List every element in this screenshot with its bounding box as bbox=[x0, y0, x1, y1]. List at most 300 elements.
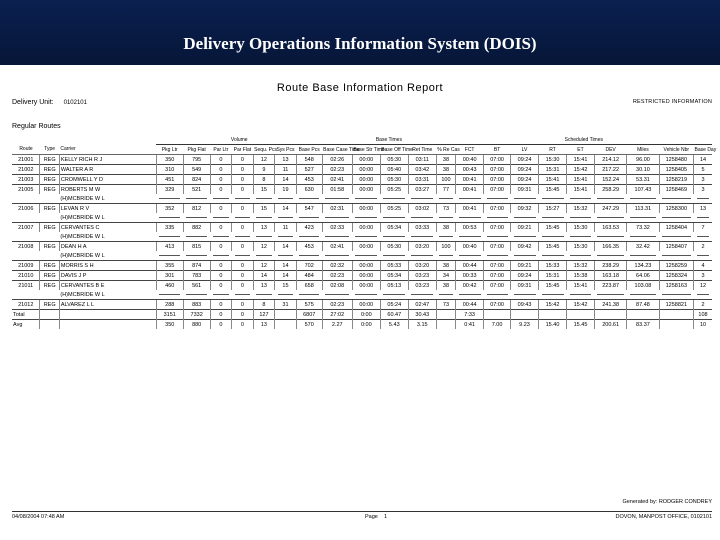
table-cell: 329 bbox=[156, 185, 183, 195]
footer-page-number: 1 bbox=[383, 514, 388, 520]
table-cell bbox=[253, 194, 275, 204]
table-cell: REG bbox=[40, 185, 59, 195]
table-cell: 13 bbox=[694, 204, 712, 214]
table-cell: 09:21 bbox=[511, 261, 539, 271]
table-cell: 07:00 bbox=[484, 261, 511, 271]
table-cell: 108 bbox=[694, 310, 712, 320]
table-cell bbox=[183, 251, 210, 261]
table-cell: 7 bbox=[694, 223, 712, 233]
table-cell: 484 bbox=[296, 271, 322, 281]
table-cell: 9 bbox=[253, 165, 275, 175]
column-header: Base Str Time bbox=[353, 146, 385, 153]
table-cell: 00:00 bbox=[352, 204, 380, 214]
table-cell: 00:00 bbox=[352, 165, 380, 175]
table-cell: 15.40 bbox=[539, 320, 567, 330]
column-header: Pkg Flat bbox=[183, 145, 210, 155]
table-cell: 6807 bbox=[296, 310, 322, 320]
table-cell bbox=[296, 251, 322, 261]
table-cell bbox=[594, 310, 626, 320]
table-cell: 05:25 bbox=[380, 204, 408, 214]
column-header: Sys Pcs bbox=[276, 146, 295, 153]
table-cell: 00:44 bbox=[456, 300, 484, 310]
table-cell bbox=[436, 213, 455, 223]
table-cell bbox=[232, 232, 254, 242]
table-cell: 02:32 bbox=[322, 261, 352, 271]
table-cell: 07:00 bbox=[484, 223, 511, 233]
table-cell bbox=[511, 251, 539, 261]
table-cell: REG bbox=[40, 300, 59, 310]
table-cell bbox=[567, 251, 595, 261]
table-cell: 107.43 bbox=[627, 185, 659, 195]
column-header: Pkg Ltr bbox=[156, 145, 183, 155]
table-cell: 05:30 bbox=[380, 155, 408, 165]
table-cell: 0 bbox=[232, 155, 254, 165]
table-cell: 07:00 bbox=[484, 271, 511, 281]
table-cell bbox=[253, 251, 275, 261]
table-cell bbox=[380, 232, 408, 242]
table-cell: 53.31 bbox=[627, 175, 659, 185]
table-cell: 05:30 bbox=[380, 242, 408, 252]
table-cell bbox=[484, 290, 511, 300]
table-cell: 87.48 bbox=[627, 300, 659, 310]
table-cell bbox=[539, 232, 567, 242]
table-cell: 00:42 bbox=[456, 281, 484, 291]
table-cell: 14 bbox=[275, 242, 297, 252]
table-cell: 4 bbox=[694, 261, 712, 271]
table-cell bbox=[156, 251, 183, 261]
table-cell: 02:41 bbox=[322, 242, 352, 252]
table-cell: 21012 bbox=[12, 300, 40, 310]
table-cell bbox=[380, 290, 408, 300]
table-cell bbox=[627, 194, 659, 204]
sub-carrier-name: (H)MCBRIDE W L bbox=[60, 233, 105, 240]
table-cell bbox=[40, 251, 59, 261]
footer-page-label: Page bbox=[365, 514, 378, 520]
table-cell bbox=[694, 232, 712, 242]
table-cell: 795 bbox=[183, 155, 210, 165]
table-cell: 7332 bbox=[183, 310, 210, 320]
table-cell bbox=[408, 194, 436, 204]
table-cell: 09:24 bbox=[511, 175, 539, 185]
table-cell: 15:31 bbox=[539, 165, 567, 175]
table-cell bbox=[322, 194, 352, 204]
table-cell: 15:33 bbox=[539, 261, 567, 271]
column-header: Vehicle Nbr bbox=[659, 145, 693, 155]
table-cell: 3 bbox=[694, 175, 712, 185]
table-cell bbox=[12, 251, 40, 261]
table-cell: 0:00 bbox=[352, 320, 380, 330]
table-cell bbox=[232, 213, 254, 223]
table-cell: 77 bbox=[436, 185, 455, 195]
table-cell: 00:41 bbox=[456, 175, 484, 185]
table-cell: 258.29 bbox=[594, 185, 626, 195]
table-cell: 3 bbox=[694, 185, 712, 195]
table-cell: 15:27 bbox=[539, 204, 567, 214]
table-cell: 2 bbox=[694, 300, 712, 310]
column-header: Miles bbox=[627, 145, 659, 155]
table-cell: REG bbox=[40, 175, 59, 185]
group-base-times: Base Times bbox=[322, 135, 455, 145]
table-cell: 1258163 bbox=[659, 281, 693, 291]
table-cell: 03:11 bbox=[408, 155, 436, 165]
table-cell: 30.43 bbox=[408, 310, 436, 320]
table-cell: 00:00 bbox=[352, 223, 380, 233]
table-cell: 00:33 bbox=[456, 271, 484, 281]
table-cell: 453 bbox=[296, 175, 322, 185]
table-cell: 03:20 bbox=[408, 261, 436, 271]
table-cell bbox=[511, 194, 539, 204]
table-cell: 19 bbox=[275, 185, 297, 195]
table-cell bbox=[627, 251, 659, 261]
table-cell: 1258219 bbox=[659, 175, 693, 185]
table-cell bbox=[539, 290, 567, 300]
table-cell: 38 bbox=[436, 223, 455, 233]
table-cell bbox=[539, 251, 567, 261]
column-header: Par Flat bbox=[232, 145, 254, 155]
sub-carrier-row bbox=[12, 194, 712, 204]
column-header: LV bbox=[511, 145, 539, 155]
column-header: Base Case Time bbox=[323, 146, 360, 153]
table-cell: 575 bbox=[296, 300, 322, 310]
table-cell bbox=[436, 320, 455, 330]
table-cell: 630 bbox=[296, 185, 322, 195]
table-row bbox=[12, 155, 712, 165]
table-cell: REG bbox=[40, 261, 59, 271]
table-cell bbox=[156, 232, 183, 242]
footer-office: DOVON, MANPOST OFFICE, 0102101 bbox=[615, 514, 712, 520]
table-cell: 0 bbox=[210, 155, 232, 165]
table-cell: 38 bbox=[436, 155, 455, 165]
table-cell: 21007 bbox=[12, 223, 40, 233]
table-cell: 100 bbox=[436, 175, 455, 185]
table-cell bbox=[352, 290, 380, 300]
table-cell: ROBERTS M W bbox=[59, 185, 156, 195]
table-row bbox=[12, 242, 712, 252]
table-cell: 2.27 bbox=[322, 320, 352, 330]
table-cell: MORRIS S H bbox=[59, 261, 156, 271]
table-cell bbox=[436, 310, 455, 320]
generated-by: Generated by: RODGER CONDREY bbox=[622, 499, 712, 505]
table-cell: 00:41 bbox=[456, 204, 484, 214]
summary-row-avg bbox=[12, 320, 712, 330]
table-cell: 03:23 bbox=[408, 271, 436, 281]
table-cell: Avg bbox=[12, 320, 40, 330]
table-cell: 310 bbox=[156, 165, 183, 175]
table-row bbox=[12, 261, 712, 271]
table-cell: 14 bbox=[275, 271, 297, 281]
table-cell: 03:20 bbox=[408, 242, 436, 252]
table-cell: 0 bbox=[232, 185, 254, 195]
table-cell: 0 bbox=[232, 223, 254, 233]
sub-carrier-row bbox=[12, 290, 712, 300]
table-cell: 38 bbox=[436, 281, 455, 291]
table-cell: 0 bbox=[210, 204, 232, 214]
table-cell: 11 bbox=[275, 165, 297, 175]
table-cell: 05:25 bbox=[380, 185, 408, 195]
table-cell: 00:00 bbox=[352, 175, 380, 185]
table-cell: 02:23 bbox=[322, 165, 352, 175]
table-cell bbox=[275, 213, 297, 223]
table-cell: 05:34 bbox=[380, 271, 408, 281]
table-cell: 0 bbox=[232, 165, 254, 175]
table-cell: 15:32 bbox=[567, 261, 595, 271]
table-cell: 00:00 bbox=[352, 261, 380, 271]
table-cell: 874 bbox=[183, 261, 210, 271]
table-cell: 13 bbox=[253, 223, 275, 233]
table-cell: 3151 bbox=[156, 310, 183, 320]
table-cell bbox=[40, 320, 59, 330]
route-table bbox=[12, 135, 717, 329]
table-cell: 07:00 bbox=[484, 204, 511, 214]
table-cell: 1258407 bbox=[659, 242, 693, 252]
table-cell: 10 bbox=[694, 320, 712, 330]
table-cell bbox=[322, 232, 352, 242]
column-header: Base Off Time bbox=[381, 146, 413, 153]
table-cell: 15:41 bbox=[539, 175, 567, 185]
table-cell: 31 bbox=[275, 300, 297, 310]
sub-carrier-row bbox=[12, 251, 712, 261]
table-cell bbox=[408, 213, 436, 223]
table-cell: 0 bbox=[232, 281, 254, 291]
table-cell bbox=[436, 290, 455, 300]
table-body bbox=[12, 155, 712, 330]
table-cell: 2 bbox=[694, 242, 712, 252]
table-cell: 21003 bbox=[12, 175, 40, 185]
table-cell: 0 bbox=[210, 320, 232, 330]
table-cell: 21002 bbox=[12, 165, 40, 175]
table-cell: 0 bbox=[210, 310, 232, 320]
section-label: Regular Routes bbox=[12, 123, 61, 130]
table-cell: 02:08 bbox=[322, 281, 352, 291]
sub-carrier-name: (H)MCBRIDE W L bbox=[60, 291, 105, 298]
table-cell: 15:45 bbox=[539, 281, 567, 291]
table-cell bbox=[352, 213, 380, 223]
table-cell: 1258300 bbox=[659, 204, 693, 214]
table-cell: 03:31 bbox=[408, 175, 436, 185]
table-cell bbox=[484, 194, 511, 204]
column-header: BT bbox=[484, 145, 511, 155]
table-cell: 15:42 bbox=[567, 300, 595, 310]
table-cell: 11 bbox=[275, 223, 297, 233]
table-cell: 07:00 bbox=[484, 155, 511, 165]
table-cell: 1258480 bbox=[659, 155, 693, 165]
table-cell: 527 bbox=[296, 165, 322, 175]
table-cell: 113.31 bbox=[627, 204, 659, 214]
table-cell bbox=[484, 251, 511, 261]
column-header: Base Pcs bbox=[296, 145, 322, 155]
table-cell: 15:45 bbox=[539, 223, 567, 233]
table-cell: 09:31 bbox=[511, 185, 539, 195]
column-header: Ret Time bbox=[408, 145, 436, 155]
table-cell: 73.32 bbox=[627, 223, 659, 233]
column-header: FCT bbox=[456, 145, 484, 155]
table-cell: 15:42 bbox=[567, 165, 595, 175]
table-cell: 30.10 bbox=[627, 165, 659, 175]
table-cell: REG bbox=[40, 242, 59, 252]
table-cell: 03:27 bbox=[408, 185, 436, 195]
table-cell bbox=[456, 194, 484, 204]
table-cell: 05:13 bbox=[380, 281, 408, 291]
table-cell bbox=[659, 232, 693, 242]
footer-timestamp: 04/08/2004 07:48 AM bbox=[12, 514, 65, 520]
sub-carrier-name: (H)MCBRIDE W L bbox=[60, 195, 105, 202]
delivery-unit-value: 0102101 bbox=[63, 100, 87, 106]
table-cell: 21001 bbox=[12, 155, 40, 165]
table-cell: 521 bbox=[183, 185, 210, 195]
table-cell bbox=[232, 251, 254, 261]
table-cell bbox=[567, 310, 595, 320]
table-cell: 21005 bbox=[12, 185, 40, 195]
table-cell: 217.22 bbox=[594, 165, 626, 175]
table-cell bbox=[539, 310, 567, 320]
table-cell: 14 bbox=[275, 261, 297, 271]
sub-carrier-name: (H)MCBRIDE W L bbox=[60, 252, 105, 259]
table-cell: 15:31 bbox=[539, 271, 567, 281]
table-cell: 32.42 bbox=[627, 242, 659, 252]
table-cell: 824 bbox=[183, 175, 210, 185]
table-cell: 15:30 bbox=[567, 223, 595, 233]
page-title: Delivery Operations Information System (DOIS) bbox=[183, 34, 537, 53]
table-cell: 13 bbox=[275, 155, 297, 165]
table-cell bbox=[380, 194, 408, 204]
table-cell bbox=[456, 290, 484, 300]
table-cell: 241.38 bbox=[594, 300, 626, 310]
table-cell: 7:33 bbox=[456, 310, 484, 320]
table-cell: 00:00 bbox=[352, 155, 380, 165]
table-cell: 38 bbox=[436, 261, 455, 271]
table-cell bbox=[156, 290, 183, 300]
table-cell: 02:31 bbox=[322, 204, 352, 214]
table-cell: 1258469 bbox=[659, 185, 693, 195]
table-cell bbox=[659, 310, 693, 320]
table-cell bbox=[456, 251, 484, 261]
table-cell: 21010 bbox=[12, 271, 40, 281]
table-cell: KELLY RICH R J bbox=[59, 155, 156, 165]
table-cell: 07:00 bbox=[484, 281, 511, 291]
table-cell: 15:30 bbox=[567, 242, 595, 252]
table-cell bbox=[627, 232, 659, 242]
report-document bbox=[0, 65, 720, 540]
table-cell bbox=[40, 213, 59, 223]
table-cell bbox=[352, 232, 380, 242]
table-cell bbox=[511, 213, 539, 223]
table-cell bbox=[659, 320, 693, 330]
table-cell bbox=[484, 213, 511, 223]
table-cell: 15:42 bbox=[539, 300, 567, 310]
table-cell: 15:41 bbox=[567, 155, 595, 165]
table-cell bbox=[694, 290, 712, 300]
table-cell bbox=[183, 213, 210, 223]
table-cell bbox=[275, 251, 297, 261]
delivery-unit bbox=[12, 99, 87, 106]
table-cell: 09:24 bbox=[511, 165, 539, 175]
table-cell: 34 bbox=[436, 271, 455, 281]
table-cell bbox=[253, 290, 275, 300]
table-cell bbox=[59, 320, 156, 330]
table-cell: 14 bbox=[275, 175, 297, 185]
table-cell: 783 bbox=[183, 271, 210, 281]
table-cell: 548 bbox=[296, 155, 322, 165]
table-cell: 0 bbox=[210, 165, 232, 175]
table-cell bbox=[627, 310, 659, 320]
summary-row-total bbox=[12, 310, 712, 320]
table-cell: 15 bbox=[253, 204, 275, 214]
table-cell: 0 bbox=[210, 185, 232, 195]
table-cell bbox=[511, 290, 539, 300]
column-header: Carrier bbox=[59, 145, 156, 155]
table-cell bbox=[694, 251, 712, 261]
table-cell bbox=[659, 194, 693, 204]
table-cell: CERVANTES C bbox=[59, 223, 156, 233]
table-cell: 02:41 bbox=[322, 175, 352, 185]
table-cell bbox=[275, 320, 297, 330]
table-cell bbox=[627, 213, 659, 223]
table-cell: 09:43 bbox=[511, 300, 539, 310]
table-cell: 335 bbox=[156, 223, 183, 233]
table-cell: 00:40 bbox=[456, 242, 484, 252]
column-header: Sequ. Pcs bbox=[254, 146, 277, 153]
table-cell: 60.47 bbox=[380, 310, 408, 320]
table-cell bbox=[484, 310, 511, 320]
table-cell: 0 bbox=[232, 261, 254, 271]
table-cell: 0:41 bbox=[456, 320, 484, 330]
table-cell bbox=[275, 194, 297, 204]
table-cell bbox=[183, 194, 210, 204]
table-cell: 163.18 bbox=[594, 271, 626, 281]
table-cell: 561 bbox=[183, 281, 210, 291]
table-cell bbox=[456, 232, 484, 242]
table-row bbox=[12, 185, 712, 195]
table-row bbox=[12, 204, 712, 214]
table-cell: 14 bbox=[694, 155, 712, 165]
table-cell: 423 bbox=[296, 223, 322, 233]
title-banner bbox=[0, 0, 720, 65]
table-cell: 0 bbox=[210, 223, 232, 233]
table-cell: 214.12 bbox=[594, 155, 626, 165]
table-row bbox=[12, 271, 712, 281]
table-cell: 09:24 bbox=[511, 271, 539, 281]
table-cell bbox=[322, 290, 352, 300]
table-cell: 00:53 bbox=[456, 223, 484, 233]
table-cell: 07:00 bbox=[484, 185, 511, 195]
table-cell: 02:33 bbox=[322, 223, 352, 233]
table-cell bbox=[694, 194, 712, 204]
table-cell: 05:34 bbox=[380, 223, 408, 233]
table-cell: 15:38 bbox=[567, 271, 595, 281]
table-cell bbox=[275, 290, 297, 300]
table-cell bbox=[156, 213, 183, 223]
table-cell bbox=[659, 290, 693, 300]
table-cell: 15:41 bbox=[567, 281, 595, 291]
table-cell: 247.29 bbox=[594, 204, 626, 214]
table-cell bbox=[352, 194, 380, 204]
table-cell bbox=[12, 194, 40, 204]
table-row bbox=[12, 300, 712, 310]
table-cell: 882 bbox=[183, 223, 210, 233]
table-cell: 0 bbox=[232, 204, 254, 214]
table-cell: 12 bbox=[253, 155, 275, 165]
table-cell: 00:00 bbox=[352, 300, 380, 310]
table-cell bbox=[296, 232, 322, 242]
table-cell: 00:00 bbox=[352, 281, 380, 291]
table-cell: 05:30 bbox=[380, 175, 408, 185]
table-cell: 12 bbox=[694, 281, 712, 291]
table-cell bbox=[567, 194, 595, 204]
table-cell: 27:02 bbox=[322, 310, 352, 320]
table-cell: 21006 bbox=[12, 204, 40, 214]
table-cell: 0 bbox=[232, 242, 254, 252]
table-cell: 7.00 bbox=[484, 320, 511, 330]
